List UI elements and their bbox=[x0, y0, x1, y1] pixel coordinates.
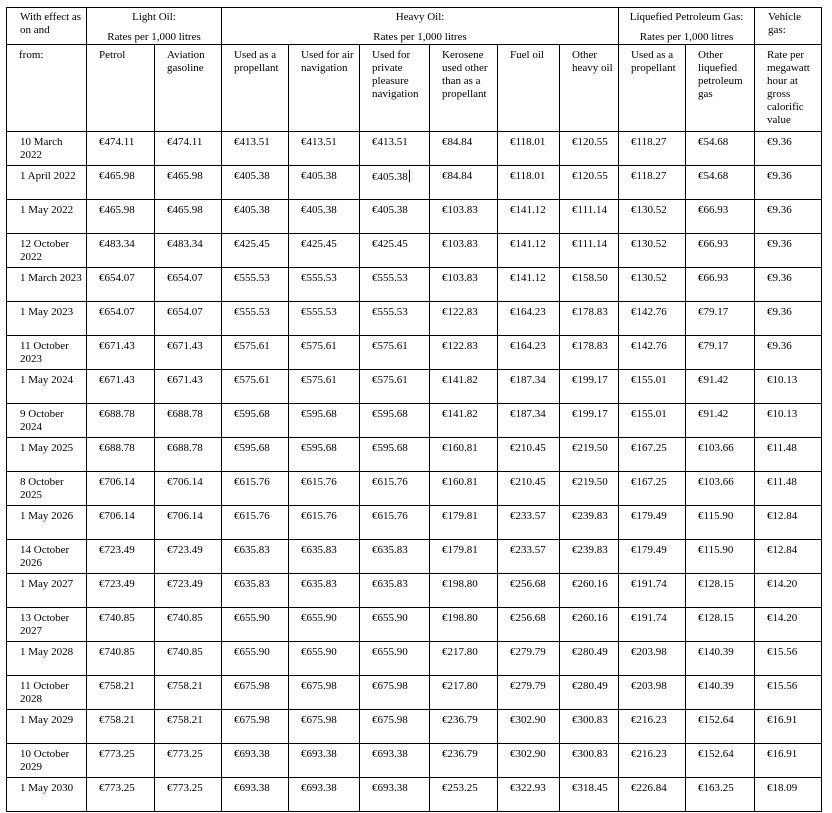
rate-cell-other-lpg: €128.15 bbox=[686, 574, 755, 608]
rate-cell-lpg-propellant: €203.98 bbox=[619, 676, 686, 710]
rate-cell-kerosene: €160.81 bbox=[430, 438, 498, 472]
rate-cell-petrol: €706.14 bbox=[87, 472, 155, 506]
rate-cell-heavy-oil-propellant: €693.38 bbox=[222, 778, 289, 812]
rate-cell-fuel-oil: €118.01 bbox=[498, 132, 560, 166]
col-header-other-lpg: Other liquefied petroleum gas bbox=[686, 45, 755, 132]
rate-cell-heavy-oil-propellant: €595.68 bbox=[222, 438, 289, 472]
rate-cell-petrol: €465.98 bbox=[87, 200, 155, 234]
rate-cell-other-heavy-oil: €239.83 bbox=[560, 506, 619, 540]
rate-cell-kerosene: €103.83 bbox=[430, 268, 498, 302]
rate-cell-other-heavy-oil: €158.50 bbox=[560, 268, 619, 302]
effective-date-cell: 10 March 2022 bbox=[7, 132, 87, 166]
rate-cell-heavy-oil-propellant: €413.51 bbox=[222, 132, 289, 166]
rate-cell-fuel-oil: €322.93 bbox=[498, 778, 560, 812]
lpg-header bbox=[619, 8, 755, 45]
rate-cell-lpg-propellant: €167.25 bbox=[619, 438, 686, 472]
rate-cell-kerosene: €179.81 bbox=[430, 506, 498, 540]
rate-cell-pleasure-navigation: €595.68 bbox=[360, 438, 430, 472]
rate-cell-air-navigation: €635.83 bbox=[289, 540, 360, 574]
rate-cell-other-heavy-oil: €280.49 bbox=[560, 676, 619, 710]
rates-table bbox=[6, 7, 822, 812]
vehicle-gas-header: Vehicle gas: bbox=[755, 8, 822, 45]
rate-cell-fuel-oil: €279.79 bbox=[498, 676, 560, 710]
header-row-groups bbox=[7, 8, 822, 45]
rate-cell-pleasure-navigation: €555.53 bbox=[360, 302, 430, 336]
rate-cell-vehicle-gas-rate: €10.13 bbox=[755, 370, 822, 404]
rate-cell-other-lpg: €91.42 bbox=[686, 404, 755, 438]
rate-cell-lpg-propellant: €155.01 bbox=[619, 370, 686, 404]
table-row bbox=[7, 336, 822, 370]
table-row bbox=[7, 166, 822, 200]
rate-cell-pleasure-navigation: €425.45 bbox=[360, 234, 430, 268]
rate-cell-petrol: €483.34 bbox=[87, 234, 155, 268]
rate-cell-heavy-oil-propellant: €615.76 bbox=[222, 472, 289, 506]
table-row bbox=[7, 506, 822, 540]
rate-cell-kerosene: €236.79 bbox=[430, 710, 498, 744]
rate-cell-petrol: €671.43 bbox=[87, 370, 155, 404]
rate-cell-heavy-oil-propellant: €425.45 bbox=[222, 234, 289, 268]
rate-cell-fuel-oil: €118.01 bbox=[498, 166, 560, 200]
rate-cell-lpg-propellant: €216.23 bbox=[619, 710, 686, 744]
effective-date-header: With effect as on and bbox=[7, 8, 87, 45]
rate-cell-heavy-oil-propellant: €635.83 bbox=[222, 540, 289, 574]
effective-date-cell: 1 May 2026 bbox=[7, 506, 87, 540]
rate-cell-other-lpg: €115.90 bbox=[686, 506, 755, 540]
rate-cell-other-heavy-oil: €300.83 bbox=[560, 710, 619, 744]
rate-cell-lpg-propellant: €118.27 bbox=[619, 166, 686, 200]
rate-cell-aviation-gasoline: €758.21 bbox=[155, 710, 222, 744]
rate-cell-pleasure-navigation: €635.83 bbox=[360, 540, 430, 574]
effective-date-cell: 10 October 2029 bbox=[7, 744, 87, 778]
rate-cell-vehicle-gas-rate: €9.36 bbox=[755, 200, 822, 234]
light-oil-rate-basis: Rates per 1,000 litres bbox=[107, 31, 201, 43]
rate-cell-lpg-propellant: €130.52 bbox=[619, 200, 686, 234]
rate-cell-lpg-propellant: €226.84 bbox=[619, 778, 686, 812]
rate-cell-pleasure-navigation: €675.98 bbox=[360, 710, 430, 744]
rate-cell-vehicle-gas-rate: €15.56 bbox=[755, 642, 822, 676]
rate-cell-vehicle-gas-rate: €9.36 bbox=[755, 268, 822, 302]
rate-cell-pleasure-navigation: €575.61 bbox=[360, 370, 430, 404]
table-row bbox=[7, 574, 822, 608]
rate-cell-heavy-oil-propellant: €555.53 bbox=[222, 268, 289, 302]
table-row bbox=[7, 472, 822, 506]
table-row bbox=[7, 200, 822, 234]
col-header-pleasure-navigation: Used for private pleasure navigation bbox=[360, 45, 430, 132]
rate-cell-aviation-gasoline: €758.21 bbox=[155, 676, 222, 710]
rate-cell-other-heavy-oil: €318.45 bbox=[560, 778, 619, 812]
rate-cell-lpg-propellant: €203.98 bbox=[619, 642, 686, 676]
rate-cell-air-navigation: €675.98 bbox=[289, 676, 360, 710]
rate-cell-pleasure-navigation: €675.98 bbox=[360, 676, 430, 710]
rate-cell-kerosene: €141.82 bbox=[430, 370, 498, 404]
table-row bbox=[7, 608, 822, 642]
rate-cell-petrol: €773.25 bbox=[87, 744, 155, 778]
table-row bbox=[7, 268, 822, 302]
col-header-petrol: Petrol bbox=[87, 45, 155, 132]
rate-cell-petrol: €688.78 bbox=[87, 404, 155, 438]
rate-cell-vehicle-gas-rate: €9.36 bbox=[755, 132, 822, 166]
rate-cell-heavy-oil-propellant: €405.38 bbox=[222, 200, 289, 234]
rate-cell-heavy-oil-propellant: €555.53 bbox=[222, 302, 289, 336]
rate-cell-pleasure-navigation: €635.83 bbox=[360, 574, 430, 608]
rate-cell-other-lpg: €115.90 bbox=[686, 540, 755, 574]
rate-cell-fuel-oil: €256.68 bbox=[498, 608, 560, 642]
rate-cell-petrol: €740.85 bbox=[87, 608, 155, 642]
rate-cell-petrol: €758.21 bbox=[87, 710, 155, 744]
rate-cell-other-heavy-oil: €178.83 bbox=[560, 336, 619, 370]
rate-cell-pleasure-navigation: €615.76 bbox=[360, 506, 430, 540]
rate-cell-vehicle-gas-rate: €11.48 bbox=[755, 438, 822, 472]
effective-date-cell: 1 May 2027 bbox=[7, 574, 87, 608]
rate-cell-petrol: €740.85 bbox=[87, 642, 155, 676]
table-row bbox=[7, 744, 822, 778]
rate-cell-petrol: €706.14 bbox=[87, 506, 155, 540]
rate-cell-vehicle-gas-rate: €12.84 bbox=[755, 506, 822, 540]
rate-cell-air-navigation: €405.38 bbox=[289, 166, 360, 200]
rate-cell-fuel-oil: €210.45 bbox=[498, 472, 560, 506]
rate-cell-vehicle-gas-rate: €14.20 bbox=[755, 608, 822, 642]
rate-cell-other-heavy-oil: €260.16 bbox=[560, 574, 619, 608]
rate-cell-kerosene: €236.79 bbox=[430, 744, 498, 778]
rate-cell-kerosene: €198.80 bbox=[430, 608, 498, 642]
rate-cell-petrol: €654.07 bbox=[87, 302, 155, 336]
rate-cell-other-heavy-oil: €199.17 bbox=[560, 370, 619, 404]
rate-cell-lpg-propellant: €179.49 bbox=[619, 540, 686, 574]
lpg-rate-basis: Rates per 1,000 litres bbox=[639, 31, 734, 43]
rate-cell-vehicle-gas-rate: €14.20 bbox=[755, 574, 822, 608]
table-row bbox=[7, 676, 822, 710]
rate-cell-petrol: €465.98 bbox=[87, 166, 155, 200]
effective-date-cell: 11 October 2028 bbox=[7, 676, 87, 710]
rate-cell-other-lpg: €79.17 bbox=[686, 302, 755, 336]
table-row bbox=[7, 642, 822, 676]
rate-cell-aviation-gasoline: €706.14 bbox=[155, 472, 222, 506]
col-header-lpg-propellant: Used as a propellant bbox=[619, 45, 686, 132]
rate-cell-fuel-oil: €256.68 bbox=[498, 574, 560, 608]
rate-cell-fuel-oil: €233.57 bbox=[498, 540, 560, 574]
effective-date-cell: 1 May 2023 bbox=[7, 302, 87, 336]
table-row bbox=[7, 710, 822, 744]
col-header-air-navigation: Used for air navigation bbox=[289, 45, 360, 132]
table-row bbox=[7, 404, 822, 438]
rate-cell-kerosene: €84.84 bbox=[430, 132, 498, 166]
rate-cell-pleasure-navigation: €615.76 bbox=[360, 472, 430, 506]
lpg-title: Liquefied Petroleum Gas: bbox=[629, 11, 744, 23]
rate-cell-heavy-oil-propellant: €655.90 bbox=[222, 642, 289, 676]
rate-cell-pleasure-navigation: €693.38 bbox=[360, 744, 430, 778]
rate-cell-kerosene: €217.80 bbox=[430, 642, 498, 676]
rate-cell-petrol: €688.78 bbox=[87, 438, 155, 472]
heavy-oil-title: Heavy Oil: bbox=[395, 11, 445, 23]
heavy-oil-rate-basis: Rates per 1,000 litres bbox=[373, 31, 467, 43]
rate-cell-lpg-propellant: €130.52 bbox=[619, 268, 686, 302]
rate-cell-aviation-gasoline: €740.85 bbox=[155, 642, 222, 676]
rate-cell-other-heavy-oil: €120.55 bbox=[560, 166, 619, 200]
rate-cell-other-lpg: €152.64 bbox=[686, 710, 755, 744]
rate-cell-fuel-oil: €210.45 bbox=[498, 438, 560, 472]
col-header-kerosene: Kerosene used other than as a propellant bbox=[430, 45, 498, 132]
rate-cell-petrol: €474.11 bbox=[87, 132, 155, 166]
rate-cell-lpg-propellant: €130.52 bbox=[619, 234, 686, 268]
rate-cell-fuel-oil: €141.12 bbox=[498, 200, 560, 234]
rate-cell-heavy-oil-propellant: €575.61 bbox=[222, 370, 289, 404]
rate-cell-pleasure-navigation: €405.38 bbox=[360, 166, 430, 200]
rate-cell-kerosene: €253.25 bbox=[430, 778, 498, 812]
rate-cell-pleasure-navigation: €655.90 bbox=[360, 608, 430, 642]
rate-cell-other-lpg: €152.64 bbox=[686, 744, 755, 778]
rate-cell-kerosene: €160.81 bbox=[430, 472, 498, 506]
rate-cell-fuel-oil: €141.12 bbox=[498, 268, 560, 302]
rate-cell-aviation-gasoline: €474.11 bbox=[155, 132, 222, 166]
col-header-fuel-oil: Fuel oil bbox=[498, 45, 560, 132]
rate-cell-other-lpg: €163.25 bbox=[686, 778, 755, 812]
effective-date-cell: 1 May 2025 bbox=[7, 438, 87, 472]
rate-cell-fuel-oil: €187.34 bbox=[498, 370, 560, 404]
rate-cell-petrol: €758.21 bbox=[87, 676, 155, 710]
effective-date-cell: 1 May 2022 bbox=[7, 200, 87, 234]
rate-cell-vehicle-gas-rate: €16.91 bbox=[755, 744, 822, 778]
rate-cell-vehicle-gas-rate: €15.56 bbox=[755, 676, 822, 710]
header-row-columns bbox=[7, 45, 822, 132]
rate-cell-aviation-gasoline: €671.43 bbox=[155, 336, 222, 370]
effective-date-cell: 9 October 2024 bbox=[7, 404, 87, 438]
table-row bbox=[7, 132, 822, 166]
rate-cell-other-heavy-oil: €199.17 bbox=[560, 404, 619, 438]
rate-cell-air-navigation: €675.98 bbox=[289, 710, 360, 744]
rate-cell-air-navigation: €405.38 bbox=[289, 200, 360, 234]
heavy-oil-header bbox=[222, 8, 619, 45]
light-oil-header bbox=[87, 8, 222, 45]
rate-cell-aviation-gasoline: €706.14 bbox=[155, 506, 222, 540]
rate-cell-other-heavy-oil: €111.14 bbox=[560, 200, 619, 234]
effective-date-cell: 12 October 2022 bbox=[7, 234, 87, 268]
rate-cell-petrol: €773.25 bbox=[87, 778, 155, 812]
col-header-other-heavy-oil: Other heavy oil bbox=[560, 45, 619, 132]
rate-cell-vehicle-gas-rate: €9.36 bbox=[755, 302, 822, 336]
rate-cell-other-lpg: €66.93 bbox=[686, 268, 755, 302]
rate-cell-air-navigation: €615.76 bbox=[289, 472, 360, 506]
rate-cell-heavy-oil-propellant: €595.68 bbox=[222, 404, 289, 438]
rate-cell-aviation-gasoline: €740.85 bbox=[155, 608, 222, 642]
rate-cell-lpg-propellant: €191.74 bbox=[619, 608, 686, 642]
rate-cell-aviation-gasoline: €688.78 bbox=[155, 404, 222, 438]
rate-cell-other-heavy-oil: €120.55 bbox=[560, 132, 619, 166]
rate-cell-other-heavy-oil: €219.50 bbox=[560, 472, 619, 506]
effective-date-cell: 1 May 2029 bbox=[7, 710, 87, 744]
rate-cell-heavy-oil-propellant: €405.38 bbox=[222, 166, 289, 200]
rate-cell-air-navigation: €555.53 bbox=[289, 268, 360, 302]
rate-cell-aviation-gasoline: €483.34 bbox=[155, 234, 222, 268]
effective-date-cell: 11 October 2023 bbox=[7, 336, 87, 370]
rate-cell-other-heavy-oil: €239.83 bbox=[560, 540, 619, 574]
rate-cell-air-navigation: €575.61 bbox=[289, 336, 360, 370]
rate-cell-fuel-oil: €233.57 bbox=[498, 506, 560, 540]
rate-cell-kerosene: €217.80 bbox=[430, 676, 498, 710]
table-row bbox=[7, 370, 822, 404]
rate-cell-vehicle-gas-rate: €16.91 bbox=[755, 710, 822, 744]
rate-cell-pleasure-navigation: €655.90 bbox=[360, 642, 430, 676]
rate-cell-other-lpg: €66.93 bbox=[686, 200, 755, 234]
rate-cell-heavy-oil-propellant: €675.98 bbox=[222, 676, 289, 710]
rate-cell-petrol: €723.49 bbox=[87, 574, 155, 608]
col-header-aviation-gasoline: Aviation gasoline bbox=[155, 45, 222, 132]
rate-cell-pleasure-navigation: €575.61 bbox=[360, 336, 430, 370]
rate-cell-vehicle-gas-rate: €9.36 bbox=[755, 166, 822, 200]
rate-cell-aviation-gasoline: €723.49 bbox=[155, 540, 222, 574]
table-row bbox=[7, 302, 822, 336]
rate-cell-other-heavy-oil: €280.49 bbox=[560, 642, 619, 676]
rate-cell-other-lpg: €79.17 bbox=[686, 336, 755, 370]
rate-cell-other-heavy-oil: €300.83 bbox=[560, 744, 619, 778]
rate-cell-kerosene: €84.84 bbox=[430, 166, 498, 200]
rate-cell-air-navigation: €575.61 bbox=[289, 370, 360, 404]
rate-cell-fuel-oil: €187.34 bbox=[498, 404, 560, 438]
rate-cell-aviation-gasoline: €723.49 bbox=[155, 574, 222, 608]
rate-cell-aviation-gasoline: €688.78 bbox=[155, 438, 222, 472]
rate-cell-vehicle-gas-rate: €10.13 bbox=[755, 404, 822, 438]
table-row bbox=[7, 778, 822, 812]
rate-cell-heavy-oil-propellant: €615.76 bbox=[222, 506, 289, 540]
rate-cell-air-navigation: €615.76 bbox=[289, 506, 360, 540]
rate-cell-other-lpg: €103.66 bbox=[686, 438, 755, 472]
rate-cell-vehicle-gas-rate: €11.48 bbox=[755, 472, 822, 506]
rate-cell-other-heavy-oil: €260.16 bbox=[560, 608, 619, 642]
rate-cell-petrol: €654.07 bbox=[87, 268, 155, 302]
rate-cell-air-navigation: €655.90 bbox=[289, 642, 360, 676]
rate-cell-pleasure-navigation: €595.68 bbox=[360, 404, 430, 438]
rate-cell-aviation-gasoline: €773.25 bbox=[155, 744, 222, 778]
col-header-heavy-oil-propellant: Used as a propellant bbox=[222, 45, 289, 132]
rate-cell-vehicle-gas-rate: €9.36 bbox=[755, 336, 822, 370]
rate-cell-heavy-oil-propellant: €675.98 bbox=[222, 710, 289, 744]
rate-cell-kerosene: €198.80 bbox=[430, 574, 498, 608]
rate-cell-aviation-gasoline: €654.07 bbox=[155, 268, 222, 302]
effective-date-cell: 1 May 2030 bbox=[7, 778, 87, 812]
rate-cell-air-navigation: €425.45 bbox=[289, 234, 360, 268]
rate-cell-fuel-oil: €302.90 bbox=[498, 710, 560, 744]
table-row bbox=[7, 540, 822, 574]
rate-cell-petrol: €723.49 bbox=[87, 540, 155, 574]
rate-cell-petrol: €671.43 bbox=[87, 336, 155, 370]
rate-cell-lpg-propellant: €167.25 bbox=[619, 472, 686, 506]
rate-cell-other-lpg: €66.93 bbox=[686, 234, 755, 268]
col-header-vehicle-gas-rate: Rate per megawatt hour at gross calorific value bbox=[755, 45, 822, 132]
rate-cell-aviation-gasoline: €671.43 bbox=[155, 370, 222, 404]
rate-cell-fuel-oil: €164.23 bbox=[498, 336, 560, 370]
rate-cell-vehicle-gas-rate: €9.36 bbox=[755, 234, 822, 268]
rate-cell-heavy-oil-propellant: €655.90 bbox=[222, 608, 289, 642]
rate-cell-air-navigation: €693.38 bbox=[289, 744, 360, 778]
light-oil-title: Light Oil: bbox=[132, 11, 176, 23]
rate-cell-kerosene: €103.83 bbox=[430, 234, 498, 268]
effective-date-cell: 13 October 2027 bbox=[7, 608, 87, 642]
rate-cell-pleasure-navigation: €405.38 bbox=[360, 200, 430, 234]
rate-cell-other-lpg: €54.68 bbox=[686, 166, 755, 200]
rate-cell-other-lpg: €128.15 bbox=[686, 608, 755, 642]
rate-cell-fuel-oil: €302.90 bbox=[498, 744, 560, 778]
effective-date-header-cont: from: bbox=[7, 45, 87, 132]
table-row bbox=[7, 438, 822, 472]
rate-cell-pleasure-navigation: €693.38 bbox=[360, 778, 430, 812]
effective-date-cell: 1 March 2023 bbox=[7, 268, 87, 302]
rate-cell-aviation-gasoline: €465.98 bbox=[155, 200, 222, 234]
text-cursor bbox=[409, 170, 410, 182]
rate-cell-kerosene: €179.81 bbox=[430, 540, 498, 574]
rate-cell-kerosene: €122.83 bbox=[430, 336, 498, 370]
rate-cell-other-lpg: €103.66 bbox=[686, 472, 755, 506]
rate-cell-aviation-gasoline: €773.25 bbox=[155, 778, 222, 812]
rate-cell-heavy-oil-propellant: €635.83 bbox=[222, 574, 289, 608]
rate-cell-aviation-gasoline: €465.98 bbox=[155, 166, 222, 200]
rate-cell-air-navigation: €693.38 bbox=[289, 778, 360, 812]
rate-cell-pleasure-navigation: €413.51 bbox=[360, 132, 430, 166]
effective-date-cell: 14 October 2026 bbox=[7, 540, 87, 574]
rate-cell-kerosene: €103.83 bbox=[430, 200, 498, 234]
rate-cell-other-lpg: €91.42 bbox=[686, 370, 755, 404]
effective-date-cell: 1 May 2028 bbox=[7, 642, 87, 676]
rate-cell-other-lpg: €140.39 bbox=[686, 642, 755, 676]
rate-cell-lpg-propellant: €142.76 bbox=[619, 336, 686, 370]
rate-cell-aviation-gasoline: €654.07 bbox=[155, 302, 222, 336]
rate-cell-vehicle-gas-rate: €12.84 bbox=[755, 540, 822, 574]
rate-cell-air-navigation: €595.68 bbox=[289, 404, 360, 438]
rate-cell-heavy-oil-propellant: €693.38 bbox=[222, 744, 289, 778]
effective-date-cell: 1 May 2024 bbox=[7, 370, 87, 404]
rate-cell-air-navigation: €655.90 bbox=[289, 608, 360, 642]
rate-cell-fuel-oil: €279.79 bbox=[498, 642, 560, 676]
rate-cell-fuel-oil: €164.23 bbox=[498, 302, 560, 336]
rate-cell-kerosene: €141.82 bbox=[430, 404, 498, 438]
rate-cell-heavy-oil-propellant: €575.61 bbox=[222, 336, 289, 370]
rate-cell-vehicle-gas-rate: €18.09 bbox=[755, 778, 822, 812]
effective-date-cell: 8 October 2025 bbox=[7, 472, 87, 506]
rate-cell-other-lpg: €54.68 bbox=[686, 132, 755, 166]
rate-cell-kerosene: €122.83 bbox=[430, 302, 498, 336]
rate-cell-other-lpg: €140.39 bbox=[686, 676, 755, 710]
rate-cell-other-heavy-oil: €219.50 bbox=[560, 438, 619, 472]
rates-table-body bbox=[7, 8, 822, 812]
rate-cell-lpg-propellant: €142.76 bbox=[619, 302, 686, 336]
rate-cell-pleasure-navigation: €555.53 bbox=[360, 268, 430, 302]
rate-cell-fuel-oil: €141.12 bbox=[498, 234, 560, 268]
rate-cell-lpg-propellant: €191.74 bbox=[619, 574, 686, 608]
rate-cell-air-navigation: €595.68 bbox=[289, 438, 360, 472]
rate-cell-air-navigation: €413.51 bbox=[289, 132, 360, 166]
rate-cell-other-heavy-oil: €111.14 bbox=[560, 234, 619, 268]
effective-date-cell: 1 April 2022 bbox=[7, 166, 87, 200]
table-row bbox=[7, 234, 822, 268]
rate-cell-air-navigation: €635.83 bbox=[289, 574, 360, 608]
rate-cell-lpg-propellant: €118.27 bbox=[619, 132, 686, 166]
rate-cell-air-navigation: €555.53 bbox=[289, 302, 360, 336]
rate-cell-other-heavy-oil: €178.83 bbox=[560, 302, 619, 336]
rate-cell-lpg-propellant: €216.23 bbox=[619, 744, 686, 778]
rate-cell-lpg-propellant: €179.49 bbox=[619, 506, 686, 540]
rate-cell-lpg-propellant: €155.01 bbox=[619, 404, 686, 438]
